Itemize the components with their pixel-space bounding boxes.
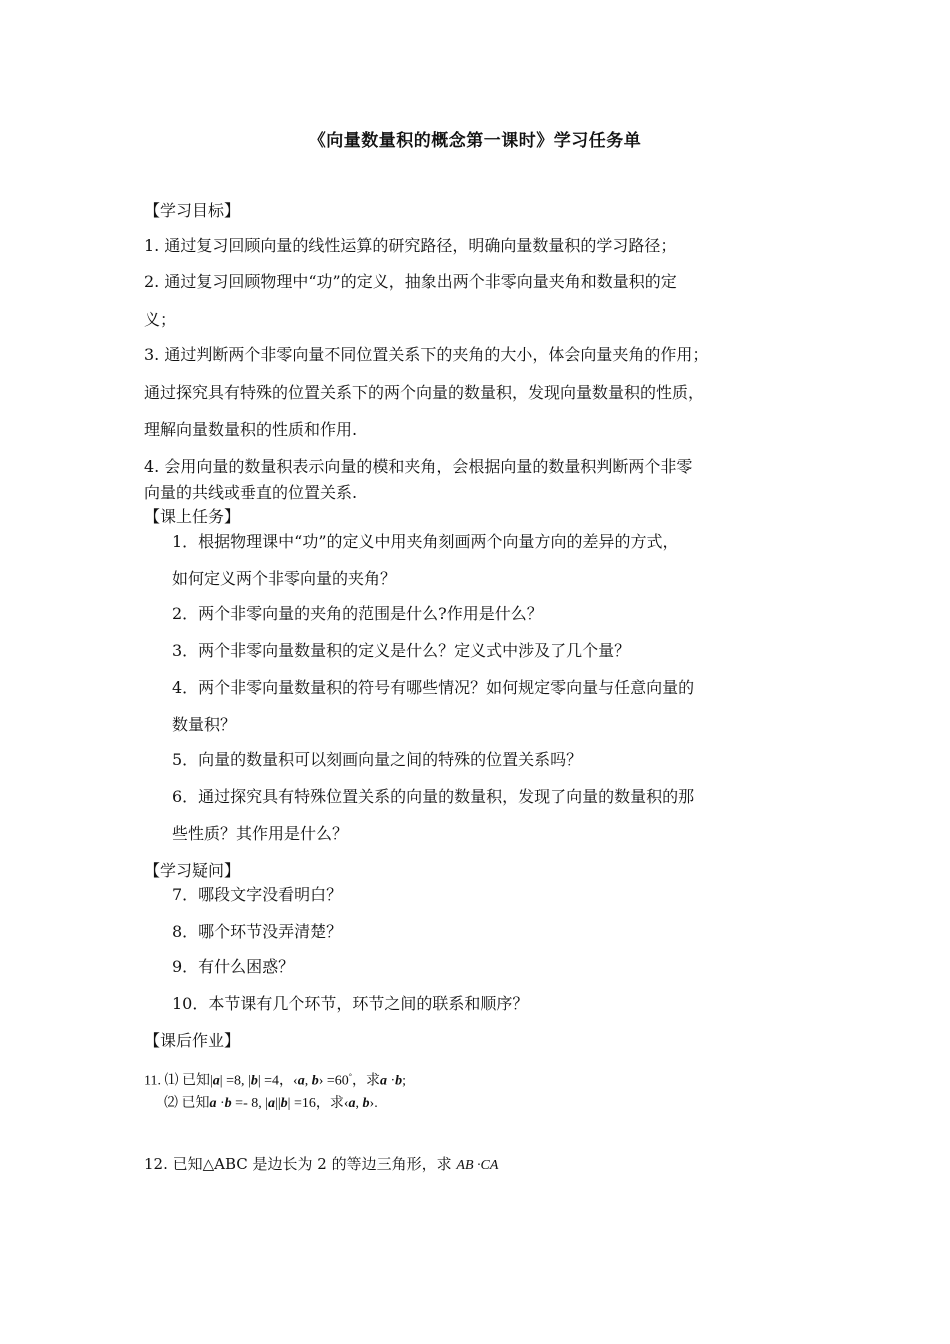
q11a-text: | =8, | <box>219 1073 251 1089</box>
goal-line: 义； <box>144 310 177 329</box>
task-line: 数量积？ <box>172 715 237 734</box>
degree-sign: ° <box>348 1072 352 1081</box>
task-line: 2．两个非零向量的夹角的范围是什么?作用是什么？ <box>172 604 543 623</box>
q11b-text: ⑵ 已知 <box>164 1096 210 1111</box>
question-line: 10．本节课有几个环节，环节之间的联系和顺序？ <box>172 994 529 1013</box>
q11a-text: › =60 <box>318 1073 349 1089</box>
task-line: 1．根据物理课中“功”的定义中用夹角刻画两个向量方向的差异的方式， <box>172 532 679 551</box>
homework-heading: 【课后作业】 <box>144 1031 241 1050</box>
question-line: 9．有什么困惑？ <box>172 957 295 976</box>
question-line: 7．哪段文字没看明白？ <box>172 885 343 904</box>
questions-heading: 【学习疑问】 <box>144 861 241 880</box>
q11a-text: ，求 <box>351 1073 380 1089</box>
goal-line: 理解向量数量积的性质和作用. <box>144 420 358 439</box>
q11b-text: || <box>275 1096 281 1111</box>
goal-line: 1. 通过复习回顾向量的线性运算的研究路径，明确向量数量积的学习路径； <box>144 236 677 255</box>
vector-b: b <box>362 1096 370 1111</box>
vector-b: b <box>250 1073 258 1089</box>
vector-a: a <box>348 1096 356 1111</box>
q12-expression: AB ·CA <box>456 1158 499 1173</box>
goals-heading: 【学习目标】 <box>144 201 241 220</box>
homework-q12 <box>144 1153 498 1177</box>
task-line: 3．两个非零向量数量积的定义是什么？定义式中涉及了几个量？ <box>172 641 631 660</box>
q11b-text: =- 8, | <box>231 1096 269 1111</box>
vector-a: a <box>212 1073 220 1089</box>
q11a-text: ; <box>402 1073 407 1089</box>
vector-b: b <box>224 1096 232 1111</box>
q11b-text: ›. <box>369 1096 378 1111</box>
task-line: 4．两个非零向量数量积的符号有哪些情况？如何规定零向量与任意向量的 <box>172 678 695 697</box>
vector-a: a <box>268 1096 276 1111</box>
goal-line: 通过探究具有特殊的位置关系下的两个向量的数量积，发现向量数量积的性质， <box>144 383 705 402</box>
homework-q11-part1 <box>144 1066 406 1093</box>
task-line: 6．通过探究具有特殊位置关系的向量的数量积，发现了向量的数量积的那 <box>172 787 695 806</box>
goal-line: 2. 通过复习回顾物理中“功”的定义，抽象出两个非零向量夹角和数量积的定 <box>144 272 677 291</box>
page-title: 《向量数量积的概念第一课时》学习任务单 <box>308 131 642 151</box>
goal-line: 4. 会用向量的数量积表示向量的模和夹角，会根据向量的数量积判断两个非零 <box>144 457 693 476</box>
task-line: 些性质？其作用是什么？ <box>172 824 349 843</box>
q11b-text: , <box>355 1096 363 1111</box>
q12-text: 12. 已知△ABC 是边长为 2 的等边三角形，求 <box>144 1155 457 1173</box>
q11b-text: | =16，求‹ <box>287 1096 349 1111</box>
goal-line: 向量的共线或垂直的位置关系. <box>144 483 358 502</box>
homework-q11-part2 <box>164 1093 378 1115</box>
question-line: 8．哪个环节没弄清楚？ <box>172 922 343 941</box>
q11a-text: 11. ⑴ 已知| <box>144 1073 213 1089</box>
vector-a: a <box>209 1096 217 1111</box>
q11a-text: | =4，‹ <box>257 1073 298 1089</box>
tasks-heading: 【课上任务】 <box>144 507 241 526</box>
vector-b: b <box>311 1073 319 1089</box>
dot-operator: · <box>216 1096 225 1111</box>
vector-a: a <box>379 1073 387 1089</box>
goal-line: 3. 通过判断两个非零向量不同位置关系下的夹角的大小，体会向量夹角的作用； <box>144 345 709 364</box>
vector-b: b <box>395 1073 403 1089</box>
task-line: 5．向量的数量积可以刻画向量之间的特殊的位置关系吗？ <box>172 750 583 769</box>
q11a-text: , <box>304 1073 312 1089</box>
vector-b: b <box>280 1096 288 1111</box>
task-line: 如何定义两个非零向量的夹角？ <box>172 569 397 588</box>
dot-operator: · <box>386 1073 396 1089</box>
vector-a: a <box>297 1073 305 1089</box>
